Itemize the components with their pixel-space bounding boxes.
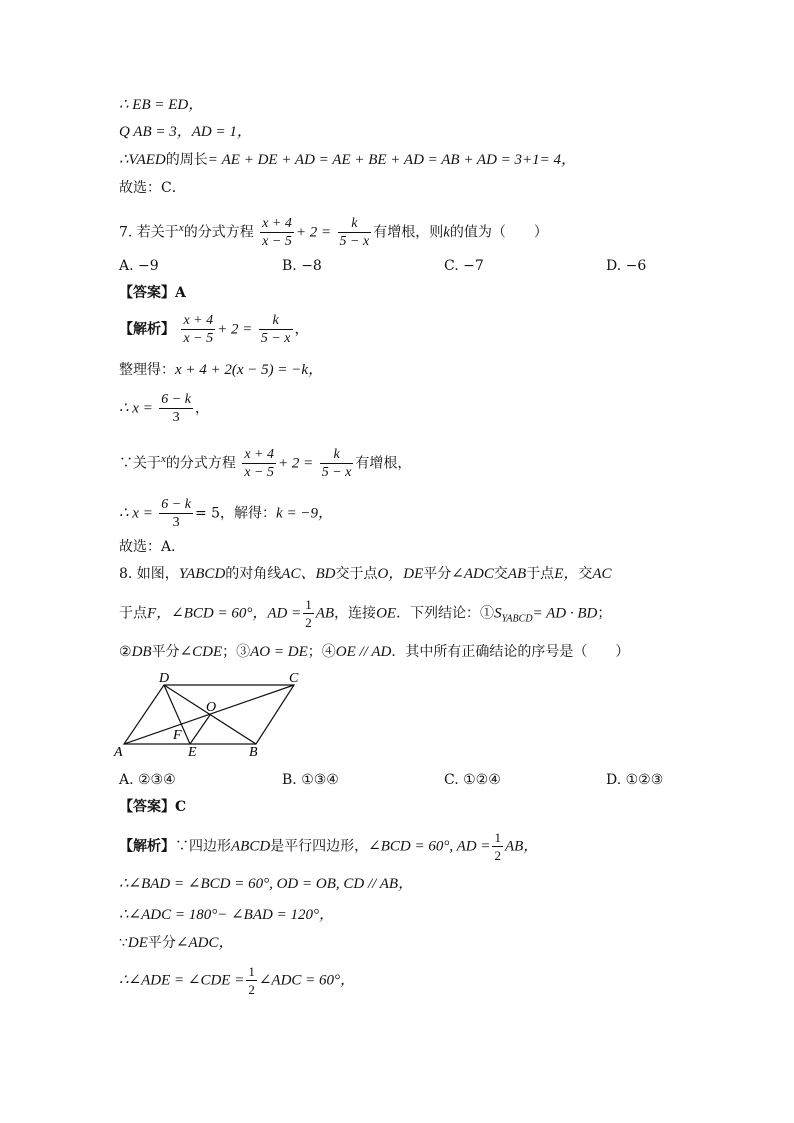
q8-half-fraction xyxy=(303,596,314,631)
q7-bc-frac-a-den: x − 5 xyxy=(244,465,275,481)
q8-an4a: ∵ xyxy=(119,935,128,951)
q7-an-tail: ， xyxy=(294,321,309,338)
q8-l1i: 交 xyxy=(493,566,508,582)
q8-option-d: D. ①②③ xyxy=(606,772,664,788)
q8-analysis-4 xyxy=(119,933,234,953)
q8-an5c: ∠ADC = 60°， xyxy=(258,972,356,989)
label-a: A xyxy=(114,745,123,760)
q7-bc-fraction-a xyxy=(242,446,276,481)
q8-an5a: ∴∠ADE = ∠CDE = xyxy=(119,972,245,989)
q7-frac-a-num: x + 4 xyxy=(262,216,292,232)
q8-l1a: 8. 如图， xyxy=(119,566,179,582)
q7-x2-frac-den: 3 xyxy=(172,515,180,530)
q7-suffix2: 的值为（ ） xyxy=(449,224,548,241)
q7-option-c: C. −7 xyxy=(444,258,484,274)
q8-l1m: 交 xyxy=(578,566,593,582)
q8-l1n: AC xyxy=(592,566,612,582)
q7-answer: 【答案】A xyxy=(119,285,186,301)
solution-line-1: ∴ EB = ED， xyxy=(119,97,204,113)
q7-an-fraction-b xyxy=(259,312,293,347)
question-8-line-3 xyxy=(119,642,629,662)
q8-l3g: ；④ xyxy=(307,644,336,660)
q7-bc-frac-b-num: k xyxy=(320,446,354,464)
q7-suffix: 有增根，则 xyxy=(373,224,444,241)
q8-l2g: OE xyxy=(376,605,397,622)
q8-l2f: ，连接 xyxy=(334,605,377,622)
q8-l1k: 于点 xyxy=(526,566,555,582)
q7-bc-plus2: + 2 = xyxy=(278,455,314,472)
q7-because-var: x xyxy=(161,453,166,465)
q8-l2h: ．下列结论：① xyxy=(396,605,495,622)
q7-x2-frac-num: 6 − k xyxy=(161,497,191,512)
perimeter-expression: = AE + DE + AD = AE + BE + AD = AB + AD = 3+1= 4， xyxy=(207,152,577,168)
q7-option-a: A. −9 xyxy=(119,258,159,274)
q7-an-frac-a-den: x − 5 xyxy=(183,331,214,346)
q7-x-eq-2: ∴ x = xyxy=(119,505,153,522)
q7-option-b: B. −8 xyxy=(282,258,322,274)
q8-an1a: ∵四边形 xyxy=(175,838,231,855)
q8-analysis-1 xyxy=(119,829,538,864)
q7-choose: 故选：A． xyxy=(119,539,186,555)
q8-an1c: 是平行四边形， xyxy=(270,838,369,855)
q7-organize-expr: x + 4 + 2(x − 5) = −k， xyxy=(175,362,324,378)
q7-x-frac-den: 3 xyxy=(172,410,180,425)
q8-l1e: 交于点 xyxy=(335,566,378,582)
q8-l1d: AC、BD xyxy=(281,566,336,582)
q8-l3a: ② xyxy=(119,644,132,660)
q7-because: ∵关于 xyxy=(119,455,161,472)
q8-an1-half-num: 1 xyxy=(494,830,501,845)
q7-analysis-2 xyxy=(119,360,323,380)
q7-because-mid: 的分式方程 xyxy=(165,455,236,472)
q8-l2k: ； xyxy=(597,605,612,622)
q8-an5-half-den: 2 xyxy=(248,982,255,997)
q8-area-s: S xyxy=(494,605,502,622)
q7-prefix: 7. 若关于 xyxy=(119,224,179,241)
segment-oe xyxy=(190,715,210,744)
q7-fraction-a xyxy=(260,215,294,250)
q7-plus2: + 2 = xyxy=(295,224,332,241)
label-c: C xyxy=(289,671,299,686)
q8-an4d: ∠ADC， xyxy=(175,935,234,951)
q7-an-frac-b-den: 5 − x xyxy=(260,331,291,346)
label-o: O xyxy=(206,700,217,715)
label-f: F xyxy=(173,728,182,743)
q8-an5-half xyxy=(246,963,257,998)
q7-frac-a-den: x − 5 xyxy=(262,234,292,250)
q8-an4c: 平分 xyxy=(147,935,176,951)
q7-x-fraction xyxy=(159,391,193,426)
q8-an1b: ABCD xyxy=(231,838,271,855)
solution-line-3 xyxy=(119,150,576,170)
q7-option-d: D. −6 xyxy=(606,258,647,274)
q8-half-num: 1 xyxy=(305,597,312,612)
q8-l3h: OE // AD xyxy=(335,644,392,660)
q7-analysis-5 xyxy=(119,496,333,531)
q8-l2j: = AD · BD xyxy=(532,605,598,622)
q7-x-eq: ∴ x = xyxy=(119,400,153,417)
q7-mid: 的分式方程 xyxy=(183,224,254,241)
q8-l1j: AB xyxy=(507,566,527,582)
perimeter-text: 的周长 xyxy=(165,152,208,168)
label-d: D xyxy=(159,671,170,686)
q8-l3e: ；③ xyxy=(222,644,251,660)
q8-l3f: AO = DE xyxy=(250,644,308,660)
q7-x-fraction-2 xyxy=(159,496,193,531)
q7-fraction-b xyxy=(338,215,372,250)
q8-an5-half-num: 1 xyxy=(248,964,255,979)
q8-l3c: 平分 xyxy=(151,644,180,660)
q8-an1d: ∠BCD = 60°, AD = xyxy=(368,838,491,855)
solution-line-2: Q AB = 3，AD = 1， xyxy=(119,124,252,140)
q8-l3b: DB xyxy=(131,644,152,660)
question-8-line-2 xyxy=(119,596,611,633)
q8-l1b: YABCD xyxy=(178,566,226,582)
parallelogram-figure xyxy=(110,668,320,760)
q8-analysis-2: ∴∠BAD = ∠BCD = 60°, OD = OB, CD // AB， xyxy=(119,876,414,892)
q7-frac-b-den: 5 − x xyxy=(339,234,370,250)
q7-solve-mid: = 5，解得： xyxy=(194,505,277,522)
q8-l1l: E， xyxy=(554,566,579,582)
q7-bc-frac-a-num: x + 4 xyxy=(244,447,275,463)
q7-an-plus2: + 2 = xyxy=(217,321,253,338)
label-b: B xyxy=(249,745,258,760)
q8-an4b: DE xyxy=(127,935,148,951)
q7-analysis-1 xyxy=(119,312,309,347)
q8-an1-half xyxy=(492,829,503,864)
q8-answer: 【答案】C xyxy=(119,799,187,815)
q8-area-sub: YABCD xyxy=(501,613,533,625)
q7-x-frac-num: 6 − k xyxy=(161,392,191,407)
q8-analysis-5 xyxy=(119,963,355,998)
q8-an1f: AB， xyxy=(504,838,539,855)
q8-l1c: 的对角线 xyxy=(225,566,282,582)
q7-organize-label: 整理得： xyxy=(119,362,175,378)
q8-l1g: 平分 xyxy=(423,566,452,582)
q8-l1h: ∠ADC xyxy=(451,566,494,582)
q8-l3i: ．其中所有正确结论的序号是（ ） xyxy=(391,644,630,660)
q7-analysis-label: 【解析】 xyxy=(119,321,175,338)
q8-option-b: B. ①③④ xyxy=(282,772,339,788)
q7-an-fraction-a xyxy=(181,312,215,347)
q7-solve-k: k = −9， xyxy=(276,505,333,522)
q8-l2b: F，∠BCD = 60°， xyxy=(147,605,268,622)
q8-analysis-label: 【解析】 xyxy=(119,838,175,855)
q7-because-tail: 有增根， xyxy=(355,455,412,472)
q7-an-frac-b-num: k xyxy=(259,312,293,330)
q7-bc-fraction-b xyxy=(320,446,354,481)
q8-l2a: 于点 xyxy=(119,605,147,622)
q7-bc-frac-b-den: 5 − x xyxy=(321,465,352,481)
q8-half-den: 2 xyxy=(305,615,312,630)
q7-x-tail: ， xyxy=(194,400,209,417)
q8-an1-half-den: 2 xyxy=(494,848,501,863)
q7-analysis-3 xyxy=(119,391,209,426)
q8-l2e: AB xyxy=(315,605,335,622)
label-e: E xyxy=(188,745,197,760)
q8-l1f: O，DE xyxy=(377,566,424,582)
question-7 xyxy=(119,214,548,250)
question-8-line-1 xyxy=(119,564,612,584)
q7-k: k xyxy=(443,224,450,241)
q8-option-c: C. ①②④ xyxy=(444,772,501,788)
q7-an-frac-a-num: x + 4 xyxy=(183,313,214,328)
q7-var: x xyxy=(178,222,184,234)
q8-l3d: ∠CDE xyxy=(179,644,223,660)
q8-option-a: A. ②③④ xyxy=(119,772,176,788)
q8-analysis-3: ∴∠ADC = 180°− ∠BAD = 120°， xyxy=(119,907,334,923)
q8-l2c: AD = xyxy=(267,605,302,622)
q7-frac-b-num: k xyxy=(338,215,372,233)
triangle-aed: ∴VAED xyxy=(119,152,166,168)
solution-line-4: 故选：C． xyxy=(119,180,186,196)
q7-analysis-4 xyxy=(119,445,411,481)
